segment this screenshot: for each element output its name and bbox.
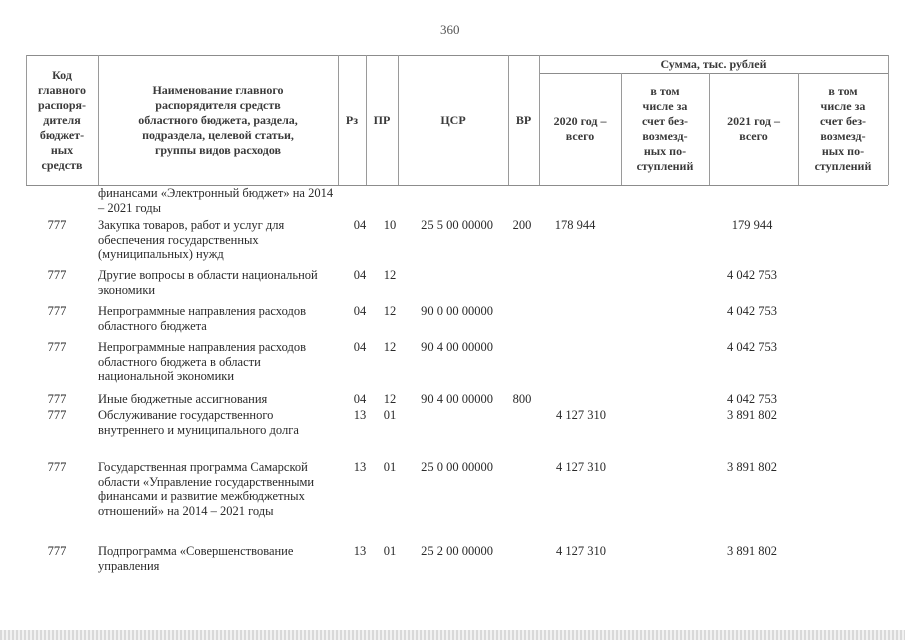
header-name: Наименование главного распорядителя средств областного бюджета, раздела, подраздела, целевой статьи, группы видов расходов <box>138 82 298 157</box>
cell-rz: 04 <box>353 304 367 318</box>
header-2021-free: в том числе за счет без- возмезд- ных по- ступлений <box>814 84 872 173</box>
cell-pr: 12 <box>383 268 397 282</box>
cell-vr: 800 <box>512 392 532 406</box>
cell-rz: 04 <box>353 218 367 232</box>
cell-csr: 25 5 00 00000 <box>421 218 493 232</box>
cell-csr: 90 4 00 00000 <box>421 340 493 354</box>
cell-name: финансами «Электронный бюджет» на 2014 – 2021 годы <box>98 186 334 215</box>
cell-2020-free: 4 127 310 <box>556 460 606 474</box>
header-2020-free: в том числе за счет без- возмезд- ных по- ступлений <box>636 84 694 173</box>
cell-2021-total: 4 042 753 <box>727 392 777 406</box>
cell-code: 777 <box>47 340 67 354</box>
cell-code: 777 <box>47 544 67 558</box>
header-vr: ВР <box>515 112 532 127</box>
cell-name: Иные бюджетные ассигнования <box>98 392 268 406</box>
cell-pr: 01 <box>383 544 397 558</box>
cell-2021-total: 179 944 <box>731 218 773 232</box>
cell-csr: 25 0 00 00000 <box>421 460 493 474</box>
cell-rz: 04 <box>353 340 367 354</box>
table-header <box>26 55 888 185</box>
header-csr: ЦСР <box>440 112 466 127</box>
cell-csr: 90 4 00 00000 <box>421 392 493 406</box>
cell-code: 777 <box>47 268 67 282</box>
cell-pr: 12 <box>383 304 397 318</box>
cell-name: Подпрограмма «Совершенствование управления <box>98 544 294 573</box>
cell-2021-total: 4 042 753 <box>727 268 777 282</box>
cell-csr: 25 2 00 00000 <box>421 544 493 558</box>
cell-name: Непрограммные направления расходов областного бюджета в области национальной экономики <box>98 340 306 383</box>
cell-2021-total: 3 891 802 <box>727 408 777 422</box>
page-number: 360 <box>440 22 460 37</box>
cell-rz: 04 <box>353 392 367 406</box>
cell-2020-total: 178 944 <box>554 218 596 232</box>
cell-pr: 01 <box>383 408 397 422</box>
cell-code: 777 <box>47 460 67 474</box>
cell-name: Закупка товаров, работ и услуг для обеспечения государственных (муниципальных) нужд <box>98 218 285 261</box>
cell-rz: 13 <box>353 544 367 558</box>
cell-2020-free: 4 127 310 <box>556 408 606 422</box>
cell-pr: 01 <box>383 460 397 474</box>
cell-csr: 90 0 00 00000 <box>421 304 493 318</box>
cell-rz: 13 <box>353 460 367 474</box>
header-sum: Сумма, тыс. рублей <box>660 56 767 71</box>
cell-name: Обслуживание государственного внутреннего и муниципального долга <box>98 408 299 437</box>
header-rz: Рз <box>345 112 359 127</box>
cell-code: 777 <box>47 408 67 422</box>
cell-vr: 200 <box>512 218 532 232</box>
cell-2021-total: 3 891 802 <box>727 460 777 474</box>
cell-name: Государственная программа Самарской области «Управление государственными финансами и развитие межбюджетных отношений» на 2014 – 2021 годы <box>98 460 315 518</box>
cell-rz: 04 <box>353 268 367 282</box>
header-2021-total: 2021 год – всего <box>727 114 780 143</box>
cell-code: 777 <box>47 304 67 318</box>
scan-edge <box>0 630 905 640</box>
cell-2021-total: 4 042 753 <box>727 340 777 354</box>
header-code: Код главного распоря- дителя бюджет- ных средств <box>37 67 87 172</box>
cell-2021-total: 4 042 753 <box>727 304 777 318</box>
cell-2020-free: 4 127 310 <box>556 544 606 558</box>
header-pr: ПР <box>373 112 391 127</box>
cell-2021-total: 3 891 802 <box>727 544 777 558</box>
cell-code: 777 <box>47 392 67 406</box>
header-2020-total: 2020 год – всего <box>553 114 607 143</box>
cell-rz: 13 <box>353 408 367 422</box>
cell-pr: 12 <box>383 392 397 406</box>
cell-pr: 10 <box>383 218 397 232</box>
cell-code: 777 <box>47 218 67 232</box>
cell-name: Другие вопросы в области национальной экономики <box>98 268 318 297</box>
cell-name: Непрограммные направления расходов областного бюджета <box>98 304 306 333</box>
cell-pr: 12 <box>383 340 397 354</box>
